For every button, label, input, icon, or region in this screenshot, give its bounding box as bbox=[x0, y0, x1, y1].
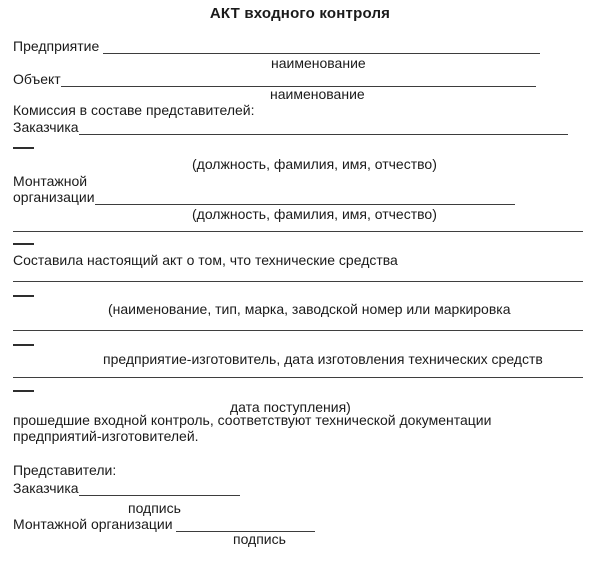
commission-text: Комиссия в составе представителей: bbox=[13, 102, 255, 118]
installer-word-2: организации bbox=[13, 189, 95, 205]
object-field-row bbox=[13, 71, 536, 87]
customer-label: Заказчика bbox=[13, 119, 79, 135]
rep-customer-signature-row bbox=[13, 480, 240, 496]
wrapped-underscore-dash bbox=[13, 344, 34, 346]
tech-caption-3: дата поступления) bbox=[230, 399, 351, 415]
rep-installer-label: Монтажной организации bbox=[13, 516, 177, 532]
rep-installer-signature-field bbox=[176, 517, 315, 532]
act-statement-text: Составила настоящий акт о том, что технические средства bbox=[13, 252, 398, 268]
signature-caption-2: подпись bbox=[233, 531, 286, 547]
object-name-caption: наименование bbox=[270, 86, 365, 102]
tech-caption-1: (наименование, тип, марка, заводской номер или маркировка bbox=[108, 301, 511, 317]
tech-caption-2: предприятие-изготовитель, дата изготовления технических средств bbox=[103, 351, 543, 367]
position-caption-1: (должность, фамилия, имя, отчество) bbox=[192, 156, 437, 172]
conclusion-line-1: прошедшие входной контроль, соответствуют технической документации bbox=[13, 412, 492, 428]
position-caption-2: (должность, фамилия, имя, отчество) bbox=[192, 206, 437, 222]
wrapped-underscore-dash bbox=[13, 147, 34, 149]
enterprise-label: Предприятие bbox=[13, 38, 104, 54]
object-blank-field bbox=[61, 72, 536, 87]
wrapped-underscore-dash bbox=[13, 243, 34, 245]
enterprise-name-caption: наименование bbox=[271, 55, 366, 71]
rep-installer-signature-row bbox=[13, 516, 315, 532]
blank-rule-line-3 bbox=[13, 330, 583, 331]
customer-blank-field bbox=[79, 120, 568, 135]
customer-field-row bbox=[13, 119, 568, 135]
document-title: АКТ входного контроля bbox=[209, 5, 391, 22]
wrapped-underscore-dash bbox=[13, 295, 34, 297]
rep-customer-signature-field bbox=[79, 481, 240, 496]
enterprise-blank-field bbox=[103, 39, 540, 54]
blank-rule-line-1 bbox=[13, 231, 583, 232]
installer-field-row bbox=[13, 189, 515, 205]
blank-rule-line-4 bbox=[13, 377, 583, 378]
wrapped-underscore-dash bbox=[13, 390, 34, 392]
installer-blank-field bbox=[95, 190, 515, 205]
rep-customer-label: Заказчика bbox=[13, 480, 79, 496]
representatives-label: Представители: bbox=[13, 462, 117, 478]
installer-word-1: Монтажной bbox=[13, 173, 88, 189]
object-label: Объект bbox=[13, 71, 61, 87]
enterprise-field-row bbox=[13, 38, 540, 54]
signature-caption-1: подпись bbox=[128, 500, 181, 516]
blank-rule-line-2 bbox=[13, 281, 583, 282]
conclusion-line-2: предприятий-изготовителей. bbox=[13, 428, 199, 444]
